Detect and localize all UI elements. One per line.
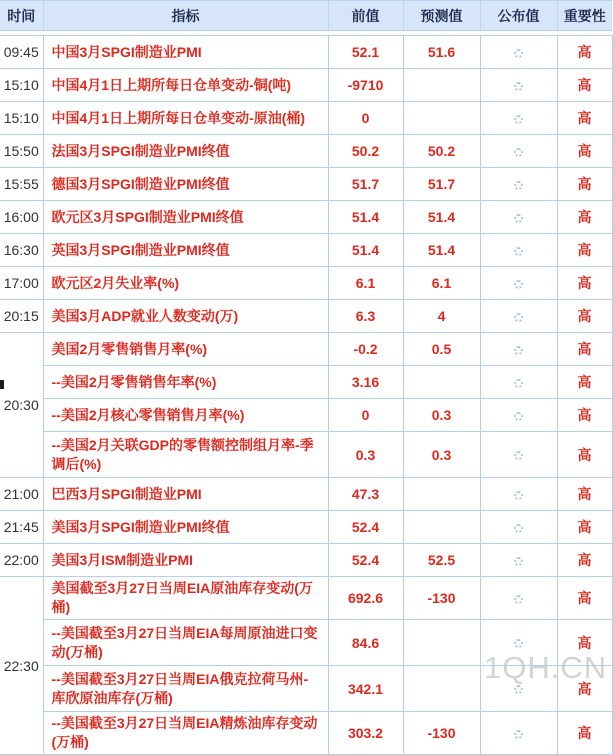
loading-spinner-icon <box>514 181 523 190</box>
indicator-link[interactable]: --美国截至3月27日当周EIA每周原油进口变动(万桶) <box>43 620 328 666</box>
previous-value: 52.4 <box>328 511 403 544</box>
published-value-cell <box>480 168 557 201</box>
indicator-link[interactable]: 法国3月SPGI制造业PMI终值 <box>43 135 328 168</box>
forecast-value: 51.7 <box>403 168 480 201</box>
previous-value: 51.4 <box>328 201 403 234</box>
forecast-value: 50.2 <box>403 135 480 168</box>
indicator-link[interactable]: 美国3月SPGI制造业PMI终值 <box>43 511 328 544</box>
importance-badge: 高 <box>557 135 612 168</box>
published-value-cell <box>480 102 557 135</box>
loading-spinner-icon <box>514 412 523 421</box>
table-row <box>0 620 612 666</box>
time-cell: 21:00 <box>0 478 43 511</box>
previous-value: 51.7 <box>328 168 403 201</box>
importance-badge: 高 <box>557 544 612 577</box>
forecast-value <box>403 511 480 544</box>
loading-spinner-icon <box>514 557 523 566</box>
indicator-link[interactable]: 欧元区2月失业率(%) <box>43 267 328 300</box>
forecast-value: 0.5 <box>403 333 480 366</box>
importance-badge: 高 <box>557 478 612 511</box>
importance-badge: 高 <box>557 666 612 712</box>
indicator-link[interactable]: --美国2月核心零售销售月率(%) <box>43 399 328 432</box>
previous-value: 342.1 <box>328 666 403 712</box>
published-value-cell <box>480 666 557 712</box>
table-row <box>0 544 612 577</box>
published-value-cell <box>480 577 557 620</box>
indicator-link[interactable]: --美国截至3月27日当周EIA精炼油库存变动(万桶) <box>43 712 328 755</box>
loading-spinner-icon <box>514 82 523 91</box>
importance-badge: 高 <box>557 69 612 102</box>
table-row <box>0 168 612 201</box>
published-value-cell <box>480 620 557 666</box>
time-cell: 15:55 <box>0 168 43 201</box>
published-value-cell <box>480 511 557 544</box>
row-group-marker <box>0 380 4 389</box>
indicator-link[interactable]: 欧元区3月SPGI制造业PMI终值 <box>43 201 328 234</box>
loading-spinner-icon <box>514 346 523 355</box>
importance-badge: 高 <box>557 432 612 478</box>
table-header <box>0 1 612 31</box>
column-header-time: 时间 <box>0 1 43 31</box>
importance-badge: 高 <box>557 36 612 69</box>
forecast-value: 6.1 <box>403 267 480 300</box>
indicator-link[interactable]: --美国截至3月27日当周EIA俄克拉荷马州-库欣原油库存(万桶) <box>43 666 328 712</box>
importance-badge: 高 <box>557 168 612 201</box>
indicator-link[interactable]: --美国2月关联GDP的零售额控制组月率-季调后(%) <box>43 432 328 478</box>
importance-badge: 高 <box>557 712 612 755</box>
indicator-link[interactable]: 英国3月SPGI制造业PMI终值 <box>43 234 328 267</box>
table-row <box>0 333 612 366</box>
table-row <box>0 478 612 511</box>
loading-spinner-icon <box>514 115 523 124</box>
header-row <box>0 1 612 31</box>
forecast-value <box>403 102 480 135</box>
table-row <box>0 712 612 755</box>
loading-spinner-icon <box>514 214 523 223</box>
previous-value: 3.16 <box>328 366 403 399</box>
time-cell: 20:30 <box>0 333 43 478</box>
site-watermark: 1QH.CN <box>484 650 608 685</box>
previous-value: 6.3 <box>328 300 403 333</box>
time-cell: 15:10 <box>0 69 43 102</box>
published-value-cell <box>480 478 557 511</box>
published-value-cell <box>480 300 557 333</box>
previous-value: 52.4 <box>328 544 403 577</box>
indicator-link[interactable]: 美国2月零售销售月率(%) <box>43 333 328 366</box>
column-header-importance: 重要性 <box>557 1 612 31</box>
previous-value: 0 <box>328 102 403 135</box>
time-cell: 22:00 <box>0 544 43 577</box>
importance-badge: 高 <box>557 201 612 234</box>
forecast-value: 51.4 <box>403 201 480 234</box>
previous-value: 52.1 <box>328 36 403 69</box>
importance-badge: 高 <box>557 366 612 399</box>
previous-value: 6.1 <box>328 267 403 300</box>
importance-badge: 高 <box>557 267 612 300</box>
published-value-cell <box>480 234 557 267</box>
forecast-value <box>403 478 480 511</box>
importance-badge: 高 <box>557 300 612 333</box>
loading-spinner-icon <box>514 524 523 533</box>
published-value-cell <box>480 399 557 432</box>
importance-badge: 高 <box>557 102 612 135</box>
forecast-value: 4 <box>403 300 480 333</box>
importance-badge: 高 <box>557 620 612 666</box>
previous-value: -0.2 <box>328 333 403 366</box>
forecast-value <box>403 666 480 712</box>
forecast-value <box>403 69 480 102</box>
previous-value: 51.4 <box>328 234 403 267</box>
loading-spinner-icon <box>514 451 523 460</box>
published-value-cell <box>480 544 557 577</box>
published-value-cell <box>480 333 557 366</box>
time-cell: 22:30 <box>0 577 43 755</box>
importance-badge: 高 <box>557 333 612 366</box>
indicator-link[interactable]: 中国4月1日上期所每日仓单变动-铜(吨) <box>43 69 328 102</box>
time-cell: 17:00 <box>0 267 43 300</box>
table-row <box>0 267 612 300</box>
published-value-cell <box>480 201 557 234</box>
loading-spinner-icon <box>514 491 523 500</box>
indicator-link[interactable]: --美国2月零售销售年率(%) <box>43 366 328 399</box>
forecast-value: 0.3 <box>403 432 480 478</box>
indicator-link[interactable]: 中国4月1日上期所每日仓单变动-原油(桶) <box>43 102 328 135</box>
previous-value: 0 <box>328 399 403 432</box>
table-row <box>0 36 612 69</box>
published-value-cell <box>480 432 557 478</box>
previous-value: 50.2 <box>328 135 403 168</box>
loading-spinner-icon <box>514 49 523 58</box>
table-row <box>0 102 612 135</box>
forecast-value: 51.6 <box>403 36 480 69</box>
previous-value: 692.6 <box>328 577 403 620</box>
previous-value: 303.2 <box>328 712 403 755</box>
table-row <box>0 399 612 432</box>
previous-value: -9710 <box>328 69 403 102</box>
forecast-value: -130 <box>403 577 480 620</box>
time-cell: 16:30 <box>0 234 43 267</box>
importance-badge: 高 <box>557 577 612 620</box>
time-cell: 20:15 <box>0 300 43 333</box>
previous-value: 0.3 <box>328 432 403 478</box>
published-value-cell <box>480 69 557 102</box>
published-value-cell <box>480 267 557 300</box>
loading-spinner-icon <box>514 379 523 388</box>
indicator-link[interactable]: 巴西3月SPGI制造业PMI <box>43 478 328 511</box>
loading-spinner-icon <box>514 148 523 157</box>
forecast-value: 51.4 <box>403 234 480 267</box>
loading-spinner-icon <box>514 247 523 256</box>
forecast-value <box>403 366 480 399</box>
column-header-indicator: 指标 <box>43 1 328 31</box>
time-cell: 21:45 <box>0 511 43 544</box>
table-row <box>0 666 612 712</box>
indicator-link[interactable]: 美国3月ADP就业人数变动(万) <box>43 300 328 333</box>
table-row <box>0 300 612 333</box>
published-value-cell <box>480 366 557 399</box>
loading-spinner-icon <box>514 280 523 289</box>
loading-spinner-icon <box>514 730 523 739</box>
column-header-forecast: 预测值 <box>403 1 480 31</box>
published-value-cell <box>480 712 557 755</box>
table-row <box>0 511 612 544</box>
table-row <box>0 69 612 102</box>
published-value-cell <box>480 36 557 69</box>
indicator-link[interactable]: 中国3月SPGI制造业PMI <box>43 36 328 69</box>
time-cell: 15:50 <box>0 135 43 168</box>
importance-badge: 高 <box>557 399 612 432</box>
column-header-prev: 前值 <box>328 1 403 31</box>
table-row <box>0 366 612 399</box>
forecast-value <box>403 620 480 666</box>
loading-spinner-icon <box>514 639 523 648</box>
column-header-published: 公布值 <box>480 1 557 31</box>
importance-badge: 高 <box>557 234 612 267</box>
table-row <box>0 432 612 478</box>
indicator-link[interactable]: 美国截至3月27日当周EIA原油库存变动(万桶) <box>43 577 328 620</box>
forecast-value: -130 <box>403 712 480 755</box>
published-value-cell <box>480 135 557 168</box>
importance-badge: 高 <box>557 511 612 544</box>
indicator-link[interactable]: 德国3月SPGI制造业PMI终值 <box>43 168 328 201</box>
loading-spinner-icon <box>514 595 523 604</box>
table-row <box>0 201 612 234</box>
time-cell: 15:10 <box>0 102 43 135</box>
table-row <box>0 234 612 267</box>
loading-spinner-icon <box>514 685 523 694</box>
forecast-value: 52.5 <box>403 544 480 577</box>
table-row <box>0 577 612 620</box>
loading-spinner-icon <box>514 313 523 322</box>
previous-value: 47.3 <box>328 478 403 511</box>
time-cell: 09:45 <box>0 36 43 69</box>
time-cell: 16:00 <box>0 201 43 234</box>
table-row <box>0 135 612 168</box>
previous-value: 84.6 <box>328 620 403 666</box>
indicator-link[interactable]: 美国3月ISM制造业PMI <box>43 544 328 577</box>
forecast-value: 0.3 <box>403 399 480 432</box>
